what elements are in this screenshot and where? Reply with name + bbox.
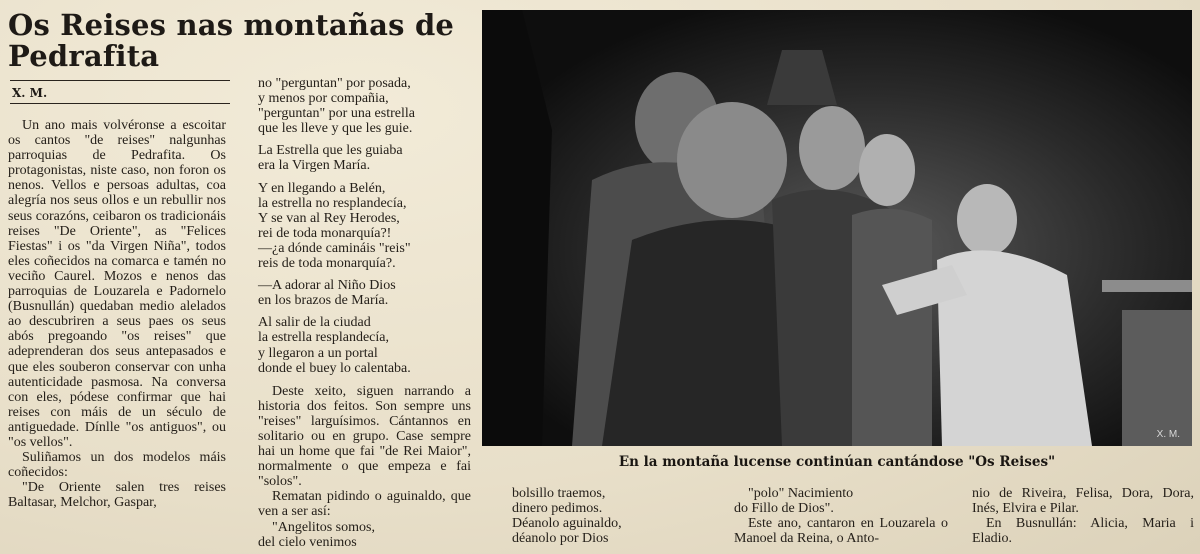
poem-quote: "Angelitos somos, del cielo venimos	[258, 519, 375, 550]
poem-quote: "polo" Nacimiento do Fillo de Dios".	[734, 486, 854, 517]
article-column-4	[734, 486, 948, 546]
body-paragraph: nio de Riveira, Felisa, Dora, Dora, Inés, Elvira e Pilar.	[972, 486, 1194, 517]
photo-caption: En la montaña lucense continúan cantándose "Os Reises"	[618, 454, 1056, 470]
body-paragraph: Deste xeito, siguen narrando a historia dos feitos. Son sempre uns "reises" larguísimos. Cántannos en solitario ou en grupo. Case sempre hai un home que fai "de Rei Maior", normalmente o que empeza e fai "solos".	[258, 383, 471, 490]
poem-stanza: La Estrella que les guiaba era la Virgen María.	[258, 143, 403, 174]
body-paragraph: Rematan pidindo o aguinaldo, que ven a ser así:	[258, 489, 471, 520]
poem-quote: "De Oriente salen tres reises Baltasar, Melchor, Gaspar,	[8, 480, 226, 511]
headline-rule	[10, 80, 230, 81]
photo-image	[482, 10, 1192, 446]
news-photo	[482, 10, 1192, 446]
byline-rule	[10, 103, 230, 104]
photo-credit: X. M.	[1156, 429, 1180, 440]
poem-stanza: —A adorar al Niño Dios en los brazos de María.	[258, 278, 396, 309]
body-paragraph: Este ano, cantaron en Louzarela o Manoel da Reina, o Anto-	[734, 516, 948, 547]
body-paragraph: En Busnullán: Alicia, Maria i Eladio.	[972, 516, 1194, 547]
body-paragraph: Suliñamos un dos modelos máis coñecidos:	[8, 450, 226, 481]
article-column-3: bolsillo traemos, dinero pedimos. Déanolo aguinaldo, déanolo por Dios	[512, 486, 622, 547]
article-column-5	[972, 486, 1194, 546]
article-headline: Os Reises nas montañas de Pedrafita	[8, 8, 455, 73]
poem-stanza: Y en llegando a Belén, la estrella no resplandecía, Y se van al Rey Herodes, rei de toda monarquía?! —¿a dónde camináis "reis" reis de toda monarquía?.	[258, 180, 411, 272]
body-paragraph: Un ano mais volvéronse a escoitar os cantos "de reises" nalgunhas parroquias de Pedrafita. Os protagonistas, niste caso, non foron os nenos. Vellos e persoas adultas, coa alegría nos seus ollos e un rebullir nos seus corazóns, ceibaron os tradicionáis reises "De Oriente", as "Felices Fiestas" i os "da Virgen Niña", todos eles coñecidos na comarca e tamén no veciño Caurel. Mozos e nenos das parroquias de Louzarela e Padornelo (Busnullán) quedaban medio alelados ao descubriren a seus paes os seus abós pregoando "os reises" que adeprenderan dos seus antepasados e que eles souberon conservar con unha autenticidade pasmosa. Na conversa con eles, pódese confirmar que hai reises con máis de un século de antiguedade. Dínlle "os antiguos", ou "os vellos".	[8, 118, 226, 450]
poem-stanza: Al salir de la ciudad la estrella resplandecía, y llegaron a un portal donde el buey lo calentaba.	[258, 315, 411, 376]
article-column-1	[8, 118, 226, 510]
article-byline: X. M.	[12, 86, 48, 100]
poem-stanza: no "perguntan" por posada, y menos por compañia, "perguntan" por una estrella que les lleve y que les guie.	[258, 76, 415, 137]
article-column-2	[258, 76, 471, 550]
